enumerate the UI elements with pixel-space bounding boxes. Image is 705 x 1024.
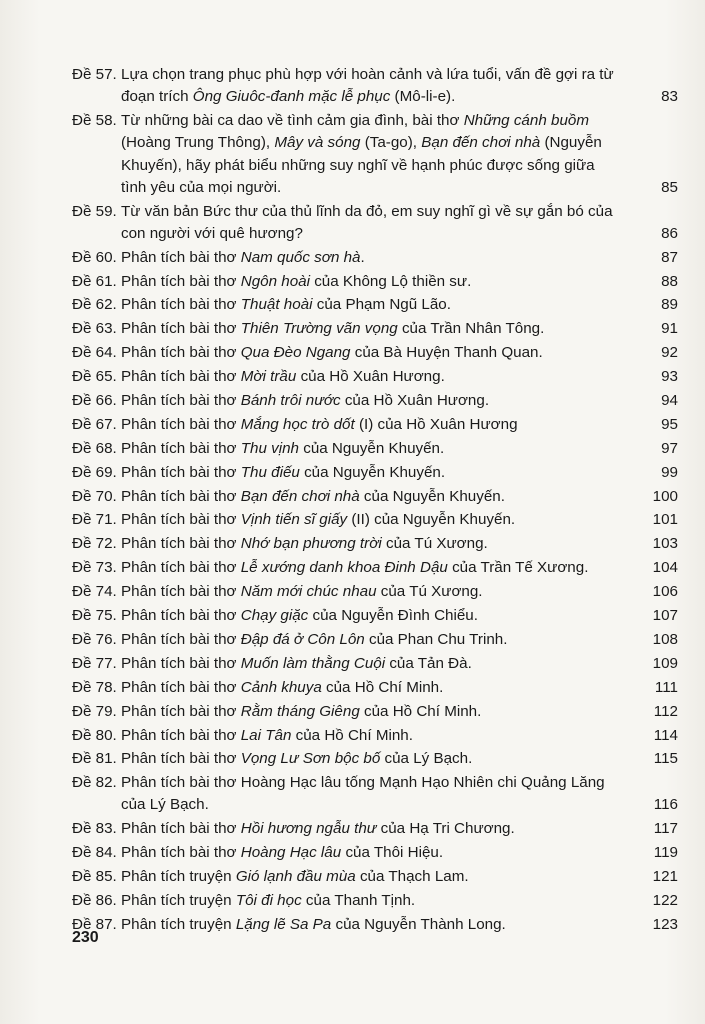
entry-title [121, 342, 678, 364]
toc-entry [72, 201, 678, 245]
entry-text: Phân tích bài thơ [121, 820, 241, 838]
work-title: Rằm tháng Giêng [240, 702, 360, 720]
entry-page-number: 93 [661, 368, 678, 386]
entry-text: Phân tích truyện [121, 915, 236, 933]
entry-number: Đề 69. [72, 463, 117, 481]
toc-entry-first-line [72, 653, 678, 675]
toc-entry [72, 438, 678, 460]
work-title: Ông Giuôc-đanh mặc lễ phục [192, 88, 391, 106]
toc-entry [72, 294, 678, 316]
toc-entry [72, 677, 678, 699]
entry-title-continued [121, 157, 595, 174]
entry-page-number: 86 [661, 224, 678, 242]
entry-text: Phân tích bài thơ [121, 248, 241, 266]
entry-number: Đề 81. [72, 750, 117, 768]
toc-entry-first-line [72, 294, 678, 316]
entry-title [121, 677, 678, 699]
entry-text: con người với quê hương? [121, 224, 303, 242]
entry-title [121, 890, 678, 912]
entry-page-number: 107 [652, 607, 678, 625]
entry-text: Khuyến), hãy phát biểu những suy nghĩ về hạnh phúc được sống giữa [121, 156, 595, 174]
entry-text: (Mô-li-e). [390, 88, 456, 106]
entry-text: Phân tích bài thơ [121, 487, 241, 505]
entry-number: Đề 87. [72, 915, 117, 933]
entry-number: Đề 65. [72, 368, 117, 386]
entry-number: Đề 72. [72, 535, 117, 553]
work-title: Nhớ bạn phương trời [240, 535, 382, 553]
entry-number: Đề 58. [72, 112, 117, 130]
toc-entry-first-line [72, 201, 678, 223]
entry-text: Phân tích bài thơ Hoàng Hạc lâu tống Mạnh Hạo Nhiên chi Quảng Lăng [121, 774, 605, 792]
entry-text: của Thôi Hiệu. [341, 844, 444, 862]
work-title: Thuật hoài [240, 296, 313, 314]
entry-number: Đề 77. [72, 654, 117, 672]
entry-title [121, 462, 678, 484]
entry-text: của Lý Bạch. [121, 796, 209, 814]
work-title: Lặng lẽ Sa Pa [235, 915, 332, 933]
toc-entry [72, 701, 678, 723]
entry-page-number: 83 [661, 88, 678, 106]
entry-text: của Nguyễn Khuyến. [299, 439, 445, 457]
entry-number: Đề 61. [72, 272, 117, 290]
toc-entry-first-line [72, 725, 678, 747]
toc-entry [72, 414, 678, 436]
work-title: Tôi đi học [235, 892, 302, 910]
entry-number: Đề 71. [72, 511, 117, 529]
entry-text: (Hoàng Trung Thông), [121, 134, 275, 152]
toc-entry-continuation-line [121, 794, 678, 816]
toc-entry [72, 247, 678, 269]
entry-number: Đề 76. [72, 630, 117, 648]
work-title: Năm mới chúc nhau [240, 583, 377, 601]
entry-page-number: 112 [653, 702, 678, 720]
toc-entry [72, 605, 678, 627]
entry-page-number: 122 [652, 892, 678, 910]
toc-entry-first-line [72, 64, 678, 86]
entry-page-number: 121 [652, 868, 678, 886]
work-title: Ngôn hoài [240, 272, 310, 290]
entry-title [121, 110, 678, 132]
toc-entry-first-line [72, 438, 678, 460]
entry-page-number: 101 [652, 511, 678, 529]
entry-text: Phân tích bài thơ [121, 320, 241, 338]
entry-text: của Thạch Lam. [355, 868, 469, 886]
work-title: Chạy giặc [240, 607, 309, 625]
entry-text: Lựa chọn trang phục phù hợp với hoàn cảnh và lứa tuổi, vấn đề gợi ra từ [121, 66, 614, 83]
toc-entry-first-line [72, 677, 678, 699]
entry-title [121, 294, 678, 316]
page-number: 230 [72, 929, 99, 946]
work-title: Thu điếu [240, 463, 300, 481]
entry-text: Phân tích bài thơ [121, 296, 241, 314]
toc-entry [72, 64, 678, 108]
work-title: Muốn làm thằng Cuội [240, 654, 386, 672]
entry-text: Phân tích bài thơ [121, 583, 241, 601]
entry-page-number: 117 [653, 820, 678, 838]
entry-number: Đề 63. [72, 320, 117, 338]
toc-entry [72, 725, 678, 747]
entry-text: Phân tích bài thơ [121, 702, 241, 720]
entry-title [121, 366, 678, 388]
entry-title [121, 653, 678, 675]
toc-entry-first-line [72, 342, 678, 364]
toc-entry-continuation-line [121, 155, 678, 177]
toc-entry [72, 629, 678, 651]
toc-entry [72, 772, 678, 816]
toc-entry-first-line [72, 701, 678, 723]
entry-number: Đề 84. [72, 844, 117, 862]
entry-page-number: 116 [653, 796, 678, 814]
entry-text: Phân tích bài thơ [121, 559, 241, 577]
entry-title [121, 772, 678, 794]
entry-title [121, 842, 678, 864]
toc-entry-continuation-line [121, 177, 678, 199]
entry-text: (II) của Nguyễn Khuyến. [347, 511, 516, 529]
toc-entry [72, 462, 678, 484]
toc-entry-continuation-line [121, 86, 678, 108]
entry-text: của Nguyễn Thành Long. [331, 915, 506, 933]
toc-entry-first-line [72, 318, 678, 340]
entry-title [121, 486, 678, 508]
entry-text: Phân tích bài thơ [121, 535, 241, 553]
entry-title [121, 318, 678, 340]
entry-text: Phân tích bài thơ [121, 463, 241, 481]
entry-text: Phân tích bài thơ [121, 607, 241, 625]
entry-text: Phân tích bài thơ [121, 344, 241, 362]
entry-page-number: 94 [661, 392, 678, 410]
entry-text: tình yêu của mọi người. [121, 178, 282, 196]
work-title: Cảnh khuya [240, 678, 322, 696]
entry-title-continued [121, 179, 281, 196]
entry-text: (Nguyễn [540, 134, 602, 152]
entry-title [121, 64, 678, 86]
toc-entry [72, 557, 678, 579]
entry-text: Phân tích truyện [121, 892, 236, 910]
entry-text: của Phạm Ngũ Lão. [312, 296, 451, 314]
work-title: Hoàng Hạc lâu [240, 844, 342, 862]
entry-text: của Nguyễn Khuyến. [359, 487, 505, 505]
work-title: Bạn đến chơi nhà [421, 134, 541, 152]
entry-title [121, 509, 678, 531]
entry-title [121, 271, 678, 293]
entry-number: Đề 60. [72, 248, 117, 266]
work-title: Mắng học trò dốt [240, 415, 355, 433]
toc-entry [72, 318, 678, 340]
entry-text: Phân tích bài thơ [121, 439, 241, 457]
entry-text: của Hồ Xuân Hương. [340, 392, 490, 410]
entry-title [121, 748, 678, 770]
work-title: Mây và sóng [274, 134, 361, 152]
entry-text: Phân tích bài thơ [121, 368, 241, 386]
entry-page-number: 100 [652, 487, 678, 505]
toc-entry-continuation-line [121, 132, 678, 154]
entry-title-continued [121, 88, 455, 105]
toc-entry-first-line [72, 818, 678, 840]
entry-title [121, 629, 678, 651]
toc-entry [72, 842, 678, 864]
work-title: Hồi hương ngẫu thư [240, 820, 377, 838]
toc-entry [72, 653, 678, 675]
work-title: Vịnh tiến sĩ giấy [240, 511, 348, 529]
entry-title [121, 701, 678, 723]
entry-title-continued [121, 225, 303, 242]
entry-text: Từ văn bản Bức thư của thủ lĩnh da đỏ, em suy nghĩ gì về sự gắn bó của [121, 202, 613, 220]
entry-number: Đề 75. [72, 607, 117, 625]
entry-page-number: 99 [661, 463, 678, 481]
entry-text: Từ những bài ca dao về tình cảm gia đình, bài thơ [121, 112, 464, 130]
table-of-contents [72, 64, 678, 938]
toc-entry [72, 533, 678, 555]
entry-text: của Hồ Xuân Hương. [296, 368, 445, 386]
entry-page-number: 106 [652, 583, 678, 601]
entry-text: (Ta-go), [360, 134, 422, 152]
entry-text: của Tú Xương. [376, 583, 483, 601]
toc-entry [72, 866, 678, 888]
work-title: Mời trầu [240, 368, 297, 386]
toc-entry-continuation-line [121, 223, 678, 245]
entry-number: Đề 80. [72, 726, 117, 744]
toc-entry [72, 748, 678, 770]
work-title: Vọng Lư Sơn bộc bố [240, 750, 381, 768]
entry-title [121, 557, 678, 579]
work-title: Lễ xướng danh khoa Đinh Dậu [240, 559, 448, 577]
toc-entry-first-line [72, 486, 678, 508]
entry-text: Phân tích bài thơ [121, 726, 241, 744]
toc-entry [72, 486, 678, 508]
entry-text: của Trần Nhân Tông. [397, 320, 545, 338]
work-title: Đập đá ở Côn Lôn [240, 630, 365, 648]
work-title: Những cánh buồm [463, 112, 589, 130]
toc-entry-first-line [72, 557, 678, 579]
toc-entry-first-line [72, 772, 678, 794]
entry-number: Đề 85. [72, 868, 117, 886]
entry-text: của Lý Bạch. [380, 750, 473, 768]
entry-text: Phân tích truyện [121, 868, 236, 886]
toc-entry [72, 509, 678, 531]
entry-page-number: 92 [661, 344, 678, 362]
entry-title-continued [121, 134, 602, 151]
entry-text: Phân tích bài thơ [121, 844, 241, 862]
entry-page-number: 114 [653, 726, 678, 744]
entry-text: của Nguyễn Khuyến. [299, 463, 446, 481]
entry-number: Đề 62. [72, 296, 117, 314]
work-title: Bánh trôi nước [240, 392, 341, 410]
entry-number: Đề 57. [72, 66, 117, 83]
entry-title [121, 818, 678, 840]
entry-page-number: 88 [661, 272, 678, 290]
entry-number: Đề 67. [72, 415, 117, 433]
entry-text: Phân tích bài thơ [121, 678, 241, 696]
entry-title-continued [121, 796, 209, 813]
work-title: Nam quốc sơn hà [240, 248, 361, 266]
toc-entry [72, 342, 678, 364]
entry-text: của Trần Tế Xương. [447, 559, 589, 577]
entry-number: Đề 86. [72, 892, 117, 910]
entry-title [121, 914, 678, 936]
entry-text: Phân tích bài thơ [121, 630, 241, 648]
toc-entry [72, 110, 678, 199]
toc-entry-first-line [72, 366, 678, 388]
entry-text: Phân tích bài thơ [121, 272, 241, 290]
entry-text: Phân tích bài thơ [121, 511, 241, 529]
entry-page-number: 119 [653, 844, 678, 862]
entry-title [121, 605, 678, 627]
work-title: Qua Đèo Ngang [240, 344, 351, 362]
entry-page-number: 103 [652, 535, 678, 553]
entry-text: của Hạ Tri Chương. [376, 820, 515, 838]
work-title: Gió lạnh đầu mùa [235, 868, 356, 886]
work-title: Thu vịnh [240, 439, 299, 457]
entry-text: của Nguyễn Đình Chiểu. [308, 607, 478, 625]
toc-entry [72, 581, 678, 603]
toc-entry-first-line [72, 247, 678, 269]
entry-text: của Bà Huyện Thanh Quan. [350, 344, 543, 362]
entry-text: Phân tích bài thơ [121, 750, 241, 768]
entry-text: Phân tích bài thơ [121, 654, 241, 672]
toc-entry [72, 366, 678, 388]
toc-entry [72, 914, 678, 936]
toc-entry-first-line [72, 581, 678, 603]
entry-text: của Tản Đà. [385, 654, 472, 672]
toc-entry-first-line [72, 509, 678, 531]
toc-entry-first-line [72, 890, 678, 912]
entry-number: Đề 78. [72, 678, 117, 696]
toc-entry-first-line [72, 110, 678, 132]
entry-title [121, 247, 678, 269]
entry-title [121, 866, 678, 888]
toc-entry-first-line [72, 390, 678, 412]
entry-title [121, 725, 678, 747]
entry-page-number: 104 [652, 559, 678, 577]
entry-page-number: 108 [652, 630, 678, 648]
toc-entry-first-line [72, 533, 678, 555]
entry-text: Phân tích bài thơ [121, 392, 241, 410]
entry-page-number: 89 [661, 296, 678, 314]
entry-text: của Thanh Tịnh. [301, 892, 416, 910]
entry-text: Phân tích bài thơ [121, 415, 241, 433]
toc-entry-first-line [72, 462, 678, 484]
entry-title [121, 414, 678, 436]
toc-entry-first-line [72, 842, 678, 864]
work-title: Lai Tân [240, 726, 292, 744]
entry-title [121, 390, 678, 412]
toc-entry [72, 818, 678, 840]
work-title: Thiên Trường vãn vọng [240, 320, 398, 338]
entry-number: Đề 59. [72, 202, 117, 220]
entry-number: Đề 82. [72, 774, 117, 792]
entry-number: Đề 66. [72, 392, 117, 410]
entry-text: đoạn trích [121, 88, 193, 106]
toc-entry [72, 890, 678, 912]
entry-text: của Hồ Chí Minh. [359, 702, 482, 720]
entry-number: Đề 68. [72, 439, 117, 457]
entry-page-number: 95 [661, 415, 678, 433]
toc-entry-first-line [72, 914, 678, 936]
entry-text: của Tú Xương. [381, 535, 488, 553]
work-title: Bạn đến chơi nhà [240, 487, 360, 505]
entry-page-number: 97 [661, 439, 678, 457]
toc-entry-first-line [72, 866, 678, 888]
entry-page-number: 91 [661, 320, 678, 338]
entry-spacer [72, 936, 678, 938]
entry-text: . [360, 248, 365, 266]
entry-page-number: 87 [661, 248, 678, 266]
entry-number: Đề 70. [72, 487, 117, 505]
entry-page-number: 115 [653, 750, 678, 768]
entry-text: của Hồ Chí Minh. [291, 726, 413, 744]
entry-number: Đề 74. [72, 583, 117, 601]
entry-number: Đề 83. [72, 820, 117, 838]
entry-number: Đề 79. [72, 702, 117, 720]
toc-entry [72, 390, 678, 412]
entry-page-number: 123 [652, 915, 678, 933]
toc-entry-first-line [72, 748, 678, 770]
entry-text: của Hồ Chí Minh. [321, 678, 444, 696]
toc-entry-first-line [72, 271, 678, 293]
entry-number: Đề 64. [72, 344, 117, 362]
entry-title [121, 533, 678, 555]
entry-text: của Phan Chu Trinh. [364, 630, 508, 648]
entry-page-number: 111 [654, 678, 678, 696]
toc-entry-first-line [72, 414, 678, 436]
toc-entry [72, 271, 678, 293]
entry-text: (I) của Hồ Xuân Hương [354, 415, 518, 433]
entry-page-number: 109 [652, 654, 678, 672]
entry-text: của Không Lộ thiền sư. [309, 272, 472, 290]
entry-page-number: 85 [661, 178, 678, 196]
entry-title [121, 201, 678, 223]
entry-title [121, 581, 678, 603]
entry-title [121, 438, 678, 460]
entry-number: Đề 73. [72, 559, 117, 577]
toc-entry-first-line [72, 605, 678, 627]
toc-entry-first-line [72, 629, 678, 651]
